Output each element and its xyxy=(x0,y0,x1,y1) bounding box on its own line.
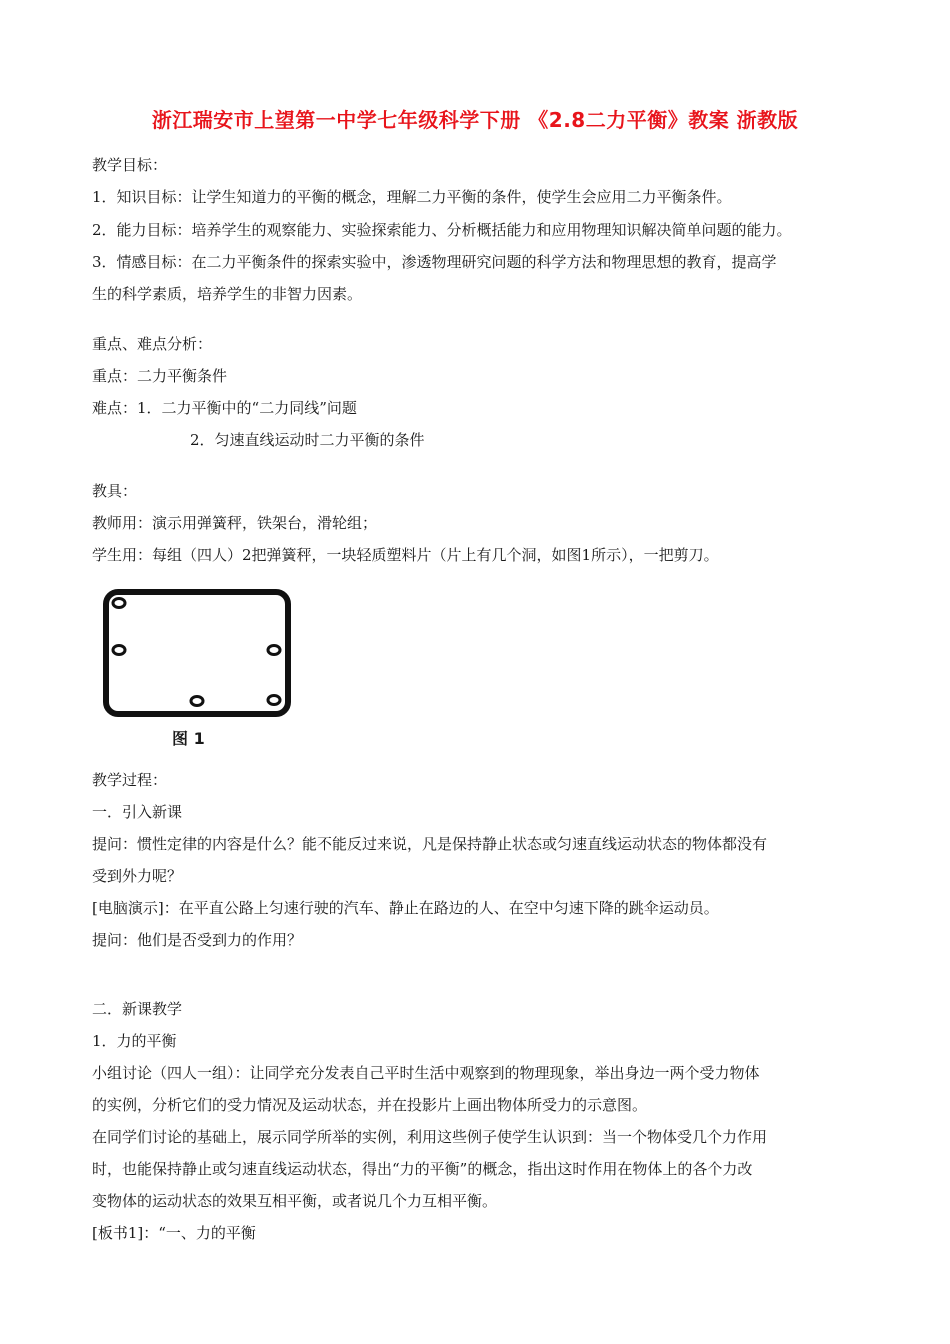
process-heading: 教学过程： xyxy=(92,771,168,789)
key-point: 重点：二力平衡条件 xyxy=(92,367,228,385)
computer-demo: [电脑演示]：在平直公路上匀速行驶的汽车、静止在路边的人、在空中匀速下降的跳伞运动员。 xyxy=(92,899,719,917)
difficult-point-1: 难点：1．二力平衡中的“二力同线”问题 xyxy=(92,399,357,417)
objective-2: 2．能力目标：培养学生的观察能力、实验探索能力、分析概括能力和应用物理知识解决简单问题的能力。 xyxy=(92,221,792,239)
question-1-line-2: 受到外力呢？ xyxy=(92,867,183,885)
subsection-1-heading: 1．力的平衡 xyxy=(92,1032,177,1050)
student-equipment: 学生用：每组（四人）2把弹簧秤，一块轻质塑料片（片上有几个洞，如图1所示），一把剪刀。 xyxy=(92,546,719,564)
objective-1: 1．知识目标：让学生知道力的平衡的概念，理解二力平衡的条件，使学生会应用二力平衡条件。 xyxy=(92,188,732,206)
equipment-heading: 教具： xyxy=(92,482,138,500)
group-discussion-line-1: 小组讨论（四人一组）：让同学充分发表自己平时生活中观察到的物理现象，举出身边一两个受力物体 xyxy=(92,1064,760,1082)
teacher-equipment: 教师用：演示用弹簧秤，铁架台，滑轮组； xyxy=(92,514,378,532)
figure-caption: 图 1 xyxy=(172,729,205,748)
plastic-sheet-figure xyxy=(100,586,296,720)
section-1-heading: 一．引入新课 xyxy=(92,803,183,821)
group-discussion-line-2: 的实例，分析它们的受力情况及运动状态，并在投影片上画出物体所受力的示意图。 xyxy=(92,1096,648,1114)
document-title: 浙江瑞安市上望第一中学七年级科学下册 《2.8二力平衡》教案 浙教版 xyxy=(151,108,799,132)
board-note-1: [板书1]：“一、力的平衡 xyxy=(92,1224,256,1242)
question-1-line-1: 提问：惯性定律的内容是什么？能不能反过来说，凡是保持静止状态或匀速直线运动状态的物体都没有 xyxy=(92,835,768,853)
conclusion-line-2: 时，也能保持静止或匀速直线运动状态，得出“力的平衡”的概念，指出这时作用在物体上的各个力改 xyxy=(92,1160,753,1178)
conclusion-line-1: 在同学们讨论的基础上，展示同学所举的实例，利用这些例子使学生认识到：当一个物体受几个力作用 xyxy=(92,1128,768,1146)
section-2-heading: 二．新课教学 xyxy=(92,1000,183,1018)
objective-3-line-2: 生的科学素质，培养学生的非智力因素。 xyxy=(92,285,363,303)
conclusion-line-3: 变物体的运动状态的效果互相平衡，或者说几个力互相平衡。 xyxy=(92,1192,498,1210)
keypoints-heading: 重点、难点分析： xyxy=(92,335,213,353)
objectives-heading: 教学目标： xyxy=(92,156,168,174)
difficult-point-2: 2．匀速直线运动时二力平衡的条件 xyxy=(190,431,425,449)
question-2: 提问：他们是否受到力的作用？ xyxy=(92,931,303,949)
objective-3-line-1: 3．情感目标：在二力平衡条件的探索实验中，渗透物理研究问题的科学方法和物理思想的教育，提高学 xyxy=(92,253,777,271)
